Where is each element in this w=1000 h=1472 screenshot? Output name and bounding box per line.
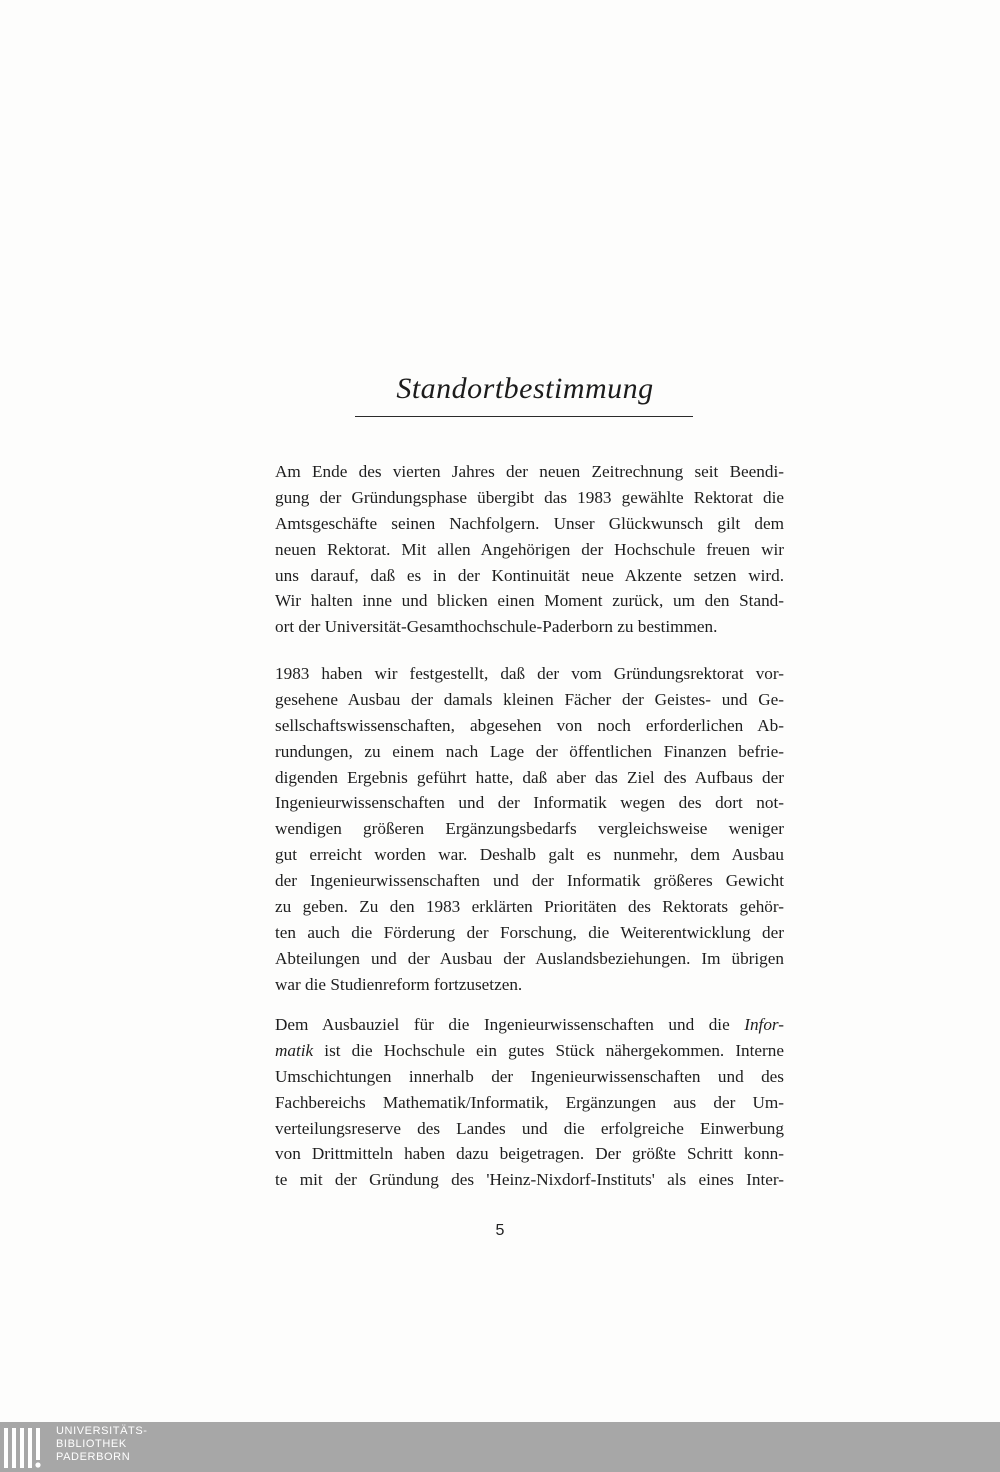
text-line: Fachbereichs Mathematik/Informatik, Ergänzungen aus der Um- xyxy=(275,1092,784,1112)
text-line: ort der Universität-Gesamthochschule-Paderborn zu bestimmen. xyxy=(275,617,718,637)
text-line: war die Studienreform fortzusetzen. xyxy=(275,974,523,994)
text-line: gesehene Ausbau der damals kleinen Fächer der Geistes- und Ge- xyxy=(275,689,784,709)
text-line: wendigen größeren Ergänzungsbedarfs vergleichsweise weniger xyxy=(275,819,784,839)
text-line: 1983 haben wir festgestellt, daß der vom Gründungsrektorat vor- xyxy=(275,664,784,683)
text-line: Ingenieurwissenschaften und der Informatik wegen des dort not- xyxy=(275,793,784,813)
page-number: 5 xyxy=(495,1222,505,1239)
text-line: verteilungsreserve des Landes und die erfolgreiche Einwerbung xyxy=(275,1118,784,1138)
text-line: Umschichtungen innerhalb der Ingenieurwissenschaften und des xyxy=(275,1066,784,1086)
text-line: der Ingenieurwissenschaften und der Informatik größeres Gewicht xyxy=(275,871,784,891)
page-title: Standortbestimmung xyxy=(396,372,654,405)
paragraph-2 xyxy=(275,661,784,998)
text-line: Am Ende des vierten Jahres der neuen Zeitrechnung seit Beendi- xyxy=(275,462,784,481)
text-line: sellschaftswissenschaften, abgesehen von noch erforderlichen Ab- xyxy=(275,715,784,735)
text-line: rundungen, zu einem nach Lage der öffentlichen Finanzen befrie- xyxy=(275,741,784,761)
text-line: gung der Gründungsphase übergibt das 1983 gewählte Rektorat die xyxy=(275,487,784,507)
text-line: te mit der Gründung des 'Heinz-Nixdorf-Instituts' als eines Inter- xyxy=(275,1170,784,1190)
title-underline xyxy=(355,416,693,417)
text-line xyxy=(275,1012,784,1038)
library-name-line: BIBLIOTHEK xyxy=(56,1438,127,1450)
text-line: ten auch die Förderung der Forschung, die Weiterentwicklung der xyxy=(275,922,784,942)
library-logo-icon xyxy=(2,1424,46,1470)
library-footer-bar xyxy=(0,1422,1000,1472)
text-line: Abteilungen und der Ausbau der Auslandsbeziehungen. Im übrigen xyxy=(275,948,784,968)
text-line: von Drittmitteln haben dazu beigetragen. Der größte Schritt konn- xyxy=(275,1144,784,1164)
paragraph-1 xyxy=(275,459,784,640)
text-line: uns darauf, daß es in der Kontinuität neue Akzente setzen wird. xyxy=(275,565,784,585)
paragraph-3 xyxy=(275,1012,784,1193)
italic-term: Infor- xyxy=(744,1015,784,1034)
library-name-line: UNIVERSITÄTS- xyxy=(56,1425,148,1437)
text-line: zu geben. Zu den 1983 erklärten Prioritäten des Rektorats gehör- xyxy=(275,897,784,917)
text-run: Dem Ausbauziel für die Ingenieurwissenschaften und die xyxy=(275,1015,745,1034)
italic-term: matik xyxy=(275,1040,314,1060)
text-line: digenden Ergebnis geführt hatte, daß aber das Ziel des Aufbaus der xyxy=(275,767,784,787)
text-run: ist die Hochschule ein gutes Stück nähergekommen. Interne xyxy=(313,1040,784,1060)
text-line: gut erreicht worden war. Deshalb galt es nunmehr, dem Ausbau xyxy=(275,845,784,865)
library-name xyxy=(56,1425,148,1464)
text-line: Wir halten inne und blicken einen Moment zurück, um den Stand- xyxy=(275,591,784,611)
library-name-line: PADERBORN xyxy=(56,1451,131,1463)
text-line xyxy=(275,1038,784,1064)
text-line: Amtsgeschäfte seinen Nachfolgern. Unser Glückwunsch gilt dem xyxy=(275,513,784,533)
text-line: neuen Rektorat. Mit allen Angehörigen der Hochschule freuen wir xyxy=(275,539,784,559)
